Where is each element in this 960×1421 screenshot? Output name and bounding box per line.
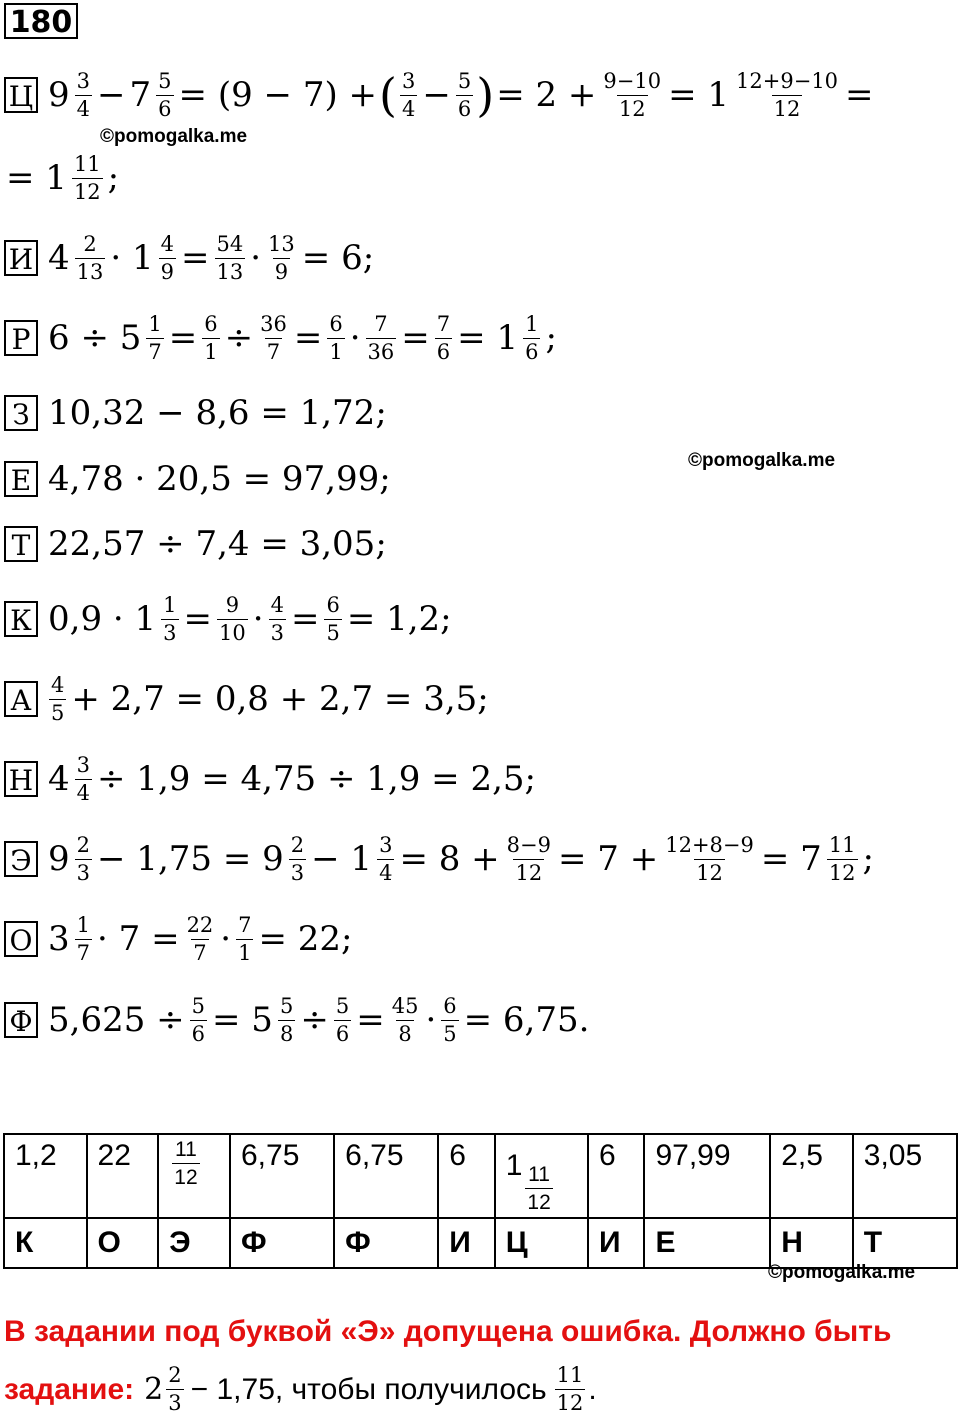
letter-cell: И	[588, 1218, 644, 1268]
letter-cell: О	[87, 1218, 159, 1268]
row-ee: Э 9 $\frac{2}{3}$ − 1,75 = 9 $\frac{2}{3}$ − 1 $\frac{3}{4}$ = 8 + $\frac{8-9}{12}$ = 7 + $\frac{12+8-9}{12}$ = 7 $\frac{11}{12}$ ;	[4, 829, 876, 889]
row-c: Ц 9 $\frac{3}{4}$ − 7 $\frac{5}{6}$ = (9 − 7) + ( $\frac{3}{4}$ − $\frac{5}{6}$ ) = 2 + $\frac{9-10}{12}$ = 1 $\frac{12+9-10}{12}$ =	[4, 65, 876, 125]
fraction: $\frac{4}{5}$	[51, 672, 65, 725]
fraction: $\frac{22}{7}$	[186, 912, 214, 965]
letter-label: Р	[4, 320, 38, 356]
letter-label: И	[4, 240, 38, 276]
row-i: И 4 $\frac{2}{13}$ · 1 $\frac{4}{9}$ = $\frac{54}{13}$ · $\frac{13}{9}$ = 6;	[4, 228, 376, 288]
row-f: Ф 5,625 ÷ $\frac{5}{6}$ = 5 $\frac{5}{8}$ ÷ $\frac{5}{6}$ = $\frac{45}{8}$ · $\frac{6}{5}$ = 6,75.	[4, 990, 591, 1050]
value-cell: $\frac{11}{12}$	[158, 1134, 230, 1218]
value-cell: 22	[87, 1134, 159, 1218]
letter-cell: И	[438, 1218, 494, 1268]
fraction: $\frac{45}{8}$	[391, 993, 419, 1046]
fraction: $\frac{7}{1}$	[238, 912, 252, 965]
letter-cell: Э	[158, 1218, 230, 1268]
value-cell: 6	[588, 1134, 644, 1218]
fraction: $\frac{6}{5}$	[443, 993, 457, 1046]
fraction: $\frac{9}{10}$	[219, 592, 246, 645]
fraction: $\frac{3}{4}$	[76, 752, 91, 805]
fraction: $\frac{5}{6}$	[457, 68, 472, 121]
fraction: $\frac{54}{13}$	[216, 231, 244, 284]
fraction: $\frac{7}{36}$	[367, 311, 395, 364]
fraction: $\frac{4}{3}$	[270, 592, 284, 645]
letter-label: Ф	[4, 1002, 38, 1038]
fraction: $\frac{1}{3}$	[163, 592, 177, 645]
value-cell: 3,05	[853, 1134, 957, 1218]
watermark: ©pomogalka.me	[688, 450, 836, 471]
watermark: ©pomogalka.me	[768, 1262, 916, 1283]
letter-label: Э	[4, 841, 38, 877]
fraction: $\frac{1}{7}$	[76, 912, 91, 965]
fraction: $\frac{12+9-10}{12}$	[736, 68, 839, 121]
letter-label: К	[4, 601, 38, 637]
value-cell: 6,75	[334, 1134, 438, 1218]
row-c-continued: = 1 $\frac{11}{12}$ ;	[6, 151, 120, 204]
fraction: $\frac{1}{7}$	[148, 311, 162, 364]
row-t: Т 22,57 ÷ 7,4 = 3,05;	[4, 514, 389, 574]
task-number: 180	[4, 3, 78, 39]
fraction: $\frac{9-10}{12}$	[603, 68, 662, 121]
letter-label: Ц	[4, 77, 38, 113]
fraction: $\frac{2}{13}$	[76, 231, 104, 284]
fraction: $\frac{2}{3}$	[290, 832, 305, 885]
letter-cell: Ц	[495, 1218, 588, 1268]
fraction: $\frac{5}{6}$	[158, 68, 172, 121]
watermark: ©pomogalka.me	[100, 126, 248, 147]
fraction: $\frac{2}{3}$	[76, 832, 91, 885]
fraction: $\frac{11}{12}$	[73, 151, 101, 204]
fraction: $\frac{6}{1}$	[329, 311, 343, 364]
fraction: $\frac{36}{7}$	[260, 311, 287, 364]
letter-cell: Т	[853, 1218, 957, 1268]
fraction: $\frac{2}{3}$	[168, 1363, 182, 1415]
letter-cell: Е	[644, 1218, 770, 1268]
letter-cell: Н	[770, 1218, 853, 1268]
letter-label: З	[4, 395, 38, 431]
row-a: А $\frac{4}{5}$ + 2,7 = 0,8 + 2,7 = 3,5;	[4, 669, 491, 729]
left-paren: (	[379, 68, 397, 122]
value-cell: 6,75	[230, 1134, 334, 1218]
row-r: Р 6 ÷ 5 $\frac{1}{7}$ = $\frac{6}{1}$ ÷ $\frac{36}{7}$ = $\frac{6}{1}$ · $\frac{7}{36}$ = $\frac{7}{6}$ = 1 $\frac{1}{6}$ ;	[4, 308, 559, 368]
letter-label: О	[4, 921, 38, 957]
letter-label: Е	[4, 461, 38, 497]
fraction: $\frac{12+8-9}{12}$	[665, 832, 754, 885]
value-cell: 1,2	[4, 1134, 87, 1218]
value-cell: 6	[438, 1134, 494, 1218]
letter-label: А	[4, 681, 38, 717]
fraction: $\frac{5}{6}$	[335, 993, 350, 1046]
fraction: $\frac{7}{6}$	[436, 311, 451, 364]
fraction: $\frac{8-9}{12}$	[506, 832, 551, 885]
fraction: $\frac{5}{8}$	[279, 993, 294, 1046]
error-note-line2: задание: 2 $\frac{2}{3}$ − 1,75, чтобы получилось $\frac{11}{12}$ .	[4, 1363, 597, 1415]
letter-cell: К	[4, 1218, 87, 1268]
value-cell: 97,99	[644, 1134, 770, 1218]
value-cell: 2,5	[770, 1134, 853, 1218]
value-cell: 1 $\frac{11}{12}$	[495, 1134, 588, 1218]
row-z: З 10,32 − 8,6 = 1,72;	[4, 383, 389, 443]
letters-row	[4, 1218, 957, 1268]
right-paren: )	[476, 68, 495, 122]
fraction: $\frac{3}{4}$	[401, 68, 416, 121]
row-e: Е 4,78 · 20,5 = 97,99;	[4, 449, 393, 509]
fraction: $\frac{5}{6}$	[191, 993, 206, 1046]
letter-cell: Ф	[334, 1218, 438, 1268]
letter-label: Н	[4, 761, 38, 797]
fraction: $\frac{11}{12}$	[556, 1363, 584, 1415]
fraction: $\frac{4}{9}$	[160, 231, 174, 284]
row-k: К 0,9 · 1 $\frac{1}{3}$ = $\frac{9}{10}$ · $\frac{4}{3}$ = $\frac{6}{5}$ = 1,2;	[4, 589, 454, 649]
letter-label: Т	[4, 526, 38, 562]
fraction: $\frac{6}{1}$	[204, 311, 218, 364]
fraction: $\frac{11}{12}$	[828, 832, 856, 885]
fraction: $\frac{3}{4}$	[379, 832, 393, 885]
fraction: $\frac{6}{5}$	[326, 592, 340, 645]
fraction: $\frac{3}{4}$	[76, 68, 91, 121]
row-o: О 3 $\frac{1}{7}$ · 7 = $\frac{22}{7}$ · $\frac{7}{1}$ = 22;	[4, 909, 355, 969]
error-note: В задании под буквой «Э» допущена ошибка. Должно быть	[4, 1315, 892, 1348]
fraction: $\frac{1}{6}$	[525, 311, 539, 364]
answer-table	[3, 1133, 958, 1269]
letter-cell: Ф	[230, 1218, 334, 1268]
row-n: Н 4 $\frac{3}{4}$ ÷ 1,9 = 4,75 ÷ 1,9 = 2,5;	[4, 749, 538, 809]
values-row	[4, 1134, 957, 1218]
fraction: $\frac{13}{9}$	[268, 231, 295, 284]
